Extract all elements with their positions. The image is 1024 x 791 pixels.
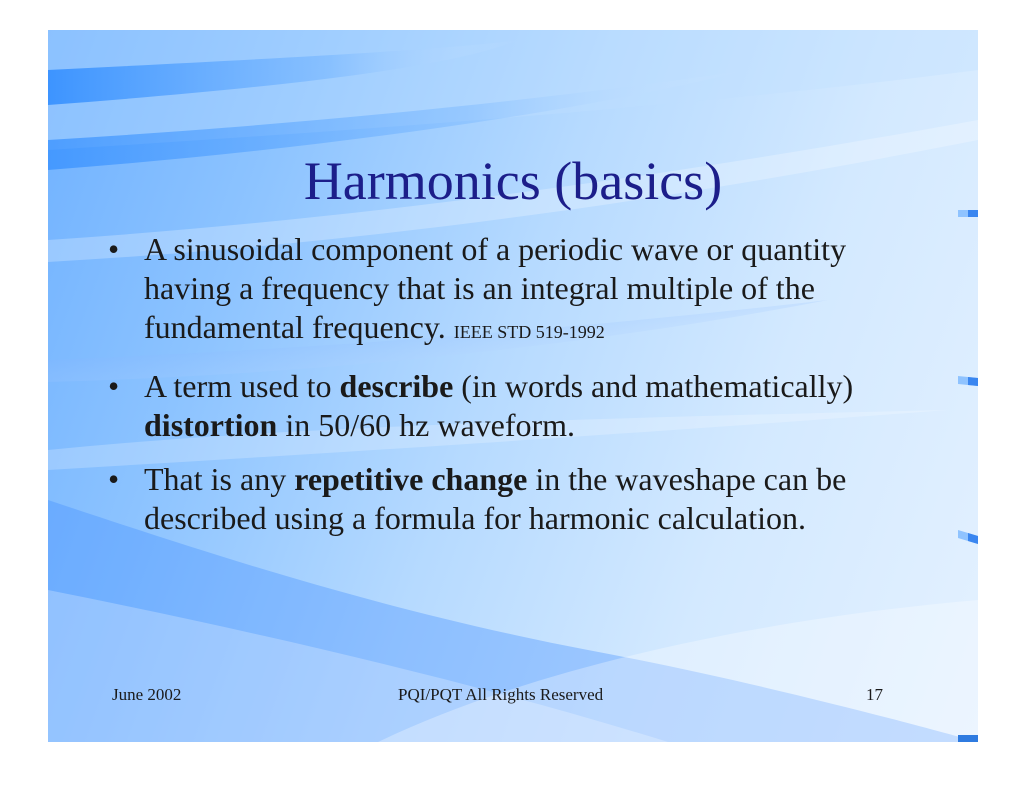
bullet-marker: • bbox=[108, 461, 120, 497]
bullet-item bbox=[104, 460, 924, 538]
bullet-item bbox=[104, 367, 924, 445]
bullet-text: A term used to bbox=[144, 368, 340, 404]
decorative-bar-icon bbox=[958, 210, 978, 217]
bullet-marker: • bbox=[108, 368, 120, 404]
citation-text: IEEE STD 519-1992 bbox=[453, 322, 605, 342]
bullet-item bbox=[104, 230, 924, 352]
slide bbox=[48, 30, 978, 742]
bold-term: repetitive change bbox=[294, 461, 528, 497]
footer-date: June 2002 bbox=[112, 685, 182, 704]
slide-title: Harmonics (basics) bbox=[303, 151, 723, 211]
bold-term: distortion bbox=[144, 407, 278, 443]
bullet-text: That is any bbox=[144, 461, 295, 497]
bullet-text: A sinusoidal component of a periodic wave or quantity having a frequency that is an integral multiple of the fundamental frequency. bbox=[144, 231, 847, 345]
decorative-bar-icon bbox=[958, 735, 978, 742]
bullet-list bbox=[104, 230, 924, 553]
decorative-bar-icon bbox=[958, 530, 978, 544]
decorative-bar-icon bbox=[958, 376, 978, 386]
footer-page-number: 17 bbox=[866, 685, 883, 704]
bold-term: describe bbox=[339, 368, 454, 404]
bullet-text: in the waveshape can be described using a formula for harmonic calculation. bbox=[144, 461, 847, 536]
bullet-text: in 50/60 hz waveform. bbox=[277, 407, 576, 443]
footer-copyright: PQI/PQT All Rights Reserved bbox=[398, 685, 604, 704]
bullet-marker: • bbox=[108, 231, 120, 267]
bullet-text: (in words and mathematically) bbox=[453, 368, 854, 404]
